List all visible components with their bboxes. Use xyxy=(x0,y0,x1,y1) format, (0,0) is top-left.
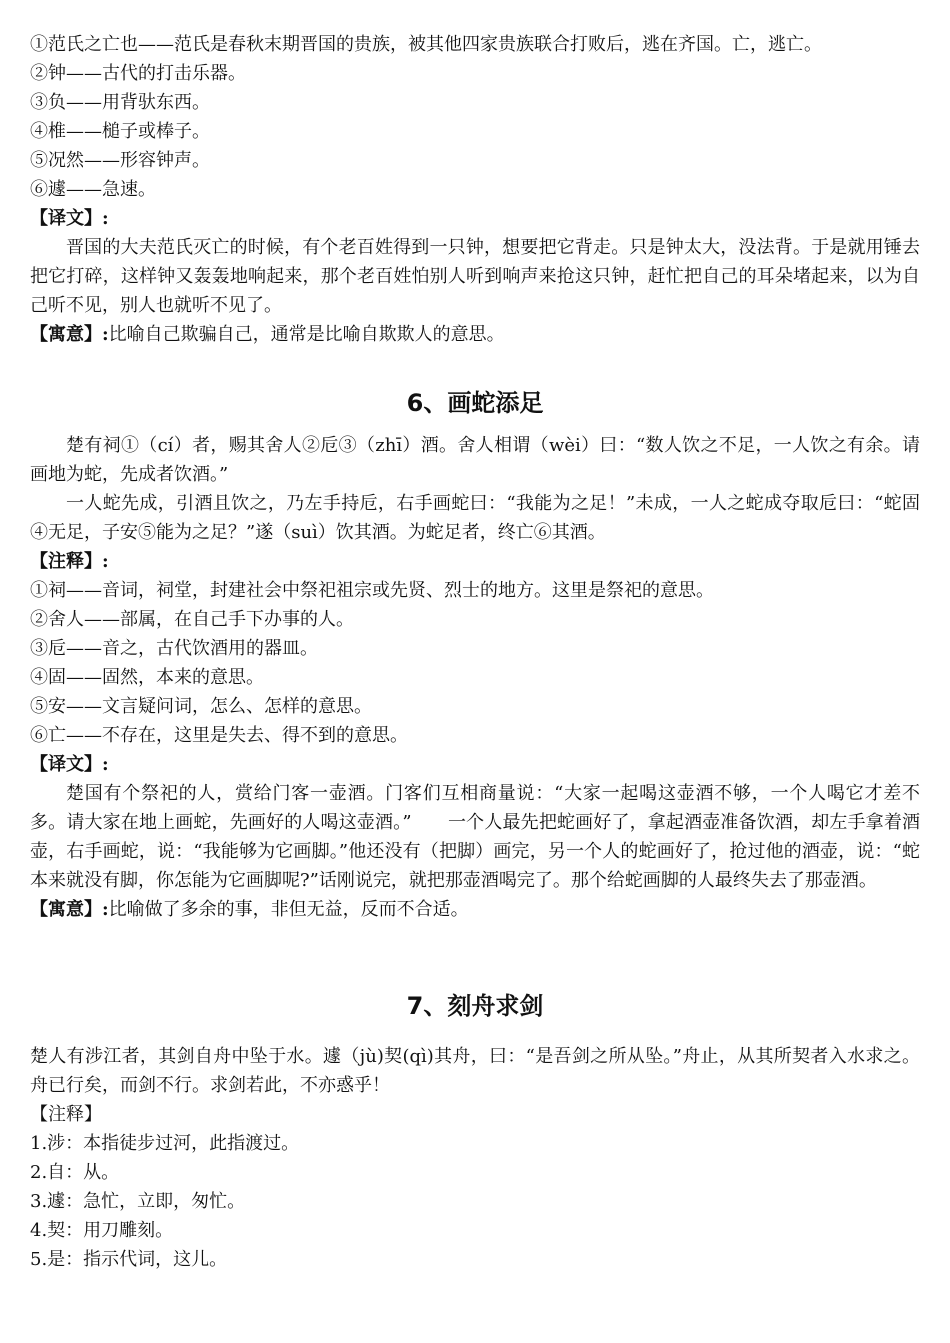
note-line: 2.自：从。 xyxy=(30,1162,120,1183)
note-line: ⑤安——文言疑问词，怎么、怎样的意思。 xyxy=(30,696,372,717)
section-title: 7、刻舟求剑 xyxy=(406,992,544,1020)
note-line: ①范氏之亡也——范氏是春秋末期晋国的贵族，被其他四家贵族联合打败后，逃在齐国。亡，逃亡。 xyxy=(30,34,822,55)
translation-paragraph: 晋国的大夫范氏灭亡的时候，有个老百姓得到一只钟，想要把它背走。只是钟太大，没法背。于是就用锤去把它打碎，这样钟又轰轰地响起来，那个老百姓怕别人听到响声来抢这只钟，赶忙把自己的耳朵堵起来，以为自己听不见，别人也就听不见了。 xyxy=(30,237,920,316)
note-line: 1.涉：本指徒步过河，此指渡过。 xyxy=(30,1133,300,1154)
note-line: ④固——固然，本来的意思。 xyxy=(30,667,264,688)
notes-label: 【注释】 xyxy=(30,1104,102,1125)
note-line: ⑥遽——急速。 xyxy=(30,179,156,200)
note-line: ③负——用背驮东西。 xyxy=(30,92,210,113)
moral-line xyxy=(30,895,920,924)
note-line: 5.是：指示代词，这儿。 xyxy=(30,1249,228,1270)
s5-notes xyxy=(30,30,920,204)
translation-label: 【译文】: xyxy=(30,754,109,775)
original-text-paragraph: 楚人有涉江者，其剑自舟中坠于水。遽（jù)契(qì)其舟，曰：“是吾剑之所从坠。”舟止，从其所契者入水求之。舟已行矣，而剑不行。求剑若此，不亦惑乎！ xyxy=(30,1046,920,1096)
note-line: ②钟——古代的打击乐器。 xyxy=(30,63,246,84)
note-line: ⑤况然——形容钟声。 xyxy=(30,150,210,171)
translation-label: 【译文】: xyxy=(30,208,109,229)
original-text-paragraph: 一人蛇先成，引酒且饮之，乃左手持卮，右手画蛇曰：“我能为之足！”未成，一人之蛇成夺取卮曰：“蛇固④无足，子安⑤能为之足？”遂（suì）饮其酒。为蛇足者，终亡⑥其酒。 xyxy=(30,493,920,543)
section-title: 6、画蛇添足 xyxy=(406,389,544,417)
moral-label: 【寓意】: xyxy=(30,324,109,345)
translation-paragraph: 楚国有个祭祀的人，赏给门客一壶酒。门客们互相商量说：“大家一起喝这壶酒不够，一个人喝它才差不多。请大家在地上画蛇，先画好的人喝这壶酒。” 一个人最先把蛇画好了，拿起酒壶准备饮酒，却左手拿着酒壶，右手画蛇，说：“我能够为它画脚。”他还没有（把脚）画完，另一个人的蛇画好了，抢过他的酒壶，说：“蛇本来就没有脚，你怎能为它画脚呢?”话刚说完，就把那壶酒喝完了。那个给蛇画脚的人最终失去了那壶酒。 xyxy=(30,783,920,891)
moral-line xyxy=(30,320,920,349)
note-line: ③卮——音之，古代饮酒用的器皿。 xyxy=(30,638,318,659)
moral-label: 【寓意】: xyxy=(30,899,109,920)
moral-text: 比喻自己欺骗自己，通常是比喻自欺欺人的意思。 xyxy=(108,324,505,345)
note-line: 3.遽：急忙，立即，匆忙。 xyxy=(30,1191,246,1212)
original-text-paragraph: 楚有祠①（cí）者，赐其舍人②卮③（zhī）酒。舍人相谓（wèi）曰：“数人饮之不足，一人饮之有余。请画地为蛇，先成者饮酒。” xyxy=(30,435,920,485)
note-line: ①祠——音词，祠堂，封建社会中祭祀祖宗或先贤、烈士的地方。这里是祭祀的意思。 xyxy=(30,580,714,601)
note-line: ④椎——槌子或棒子。 xyxy=(30,121,210,142)
note-line: ⑥亡——不存在，这里是失去、得不到的意思。 xyxy=(30,725,408,746)
s7-notes xyxy=(30,1129,920,1274)
notes-label: 【注释】: xyxy=(30,551,109,572)
s6-notes xyxy=(30,576,920,750)
note-line: ②舍人——部属，在自己手下办事的人。 xyxy=(30,609,354,630)
moral-text: 比喻做了多余的事，非但无益，反而不合适。 xyxy=(108,899,469,920)
note-line: 4.契：用刀雕刻。 xyxy=(30,1220,174,1241)
